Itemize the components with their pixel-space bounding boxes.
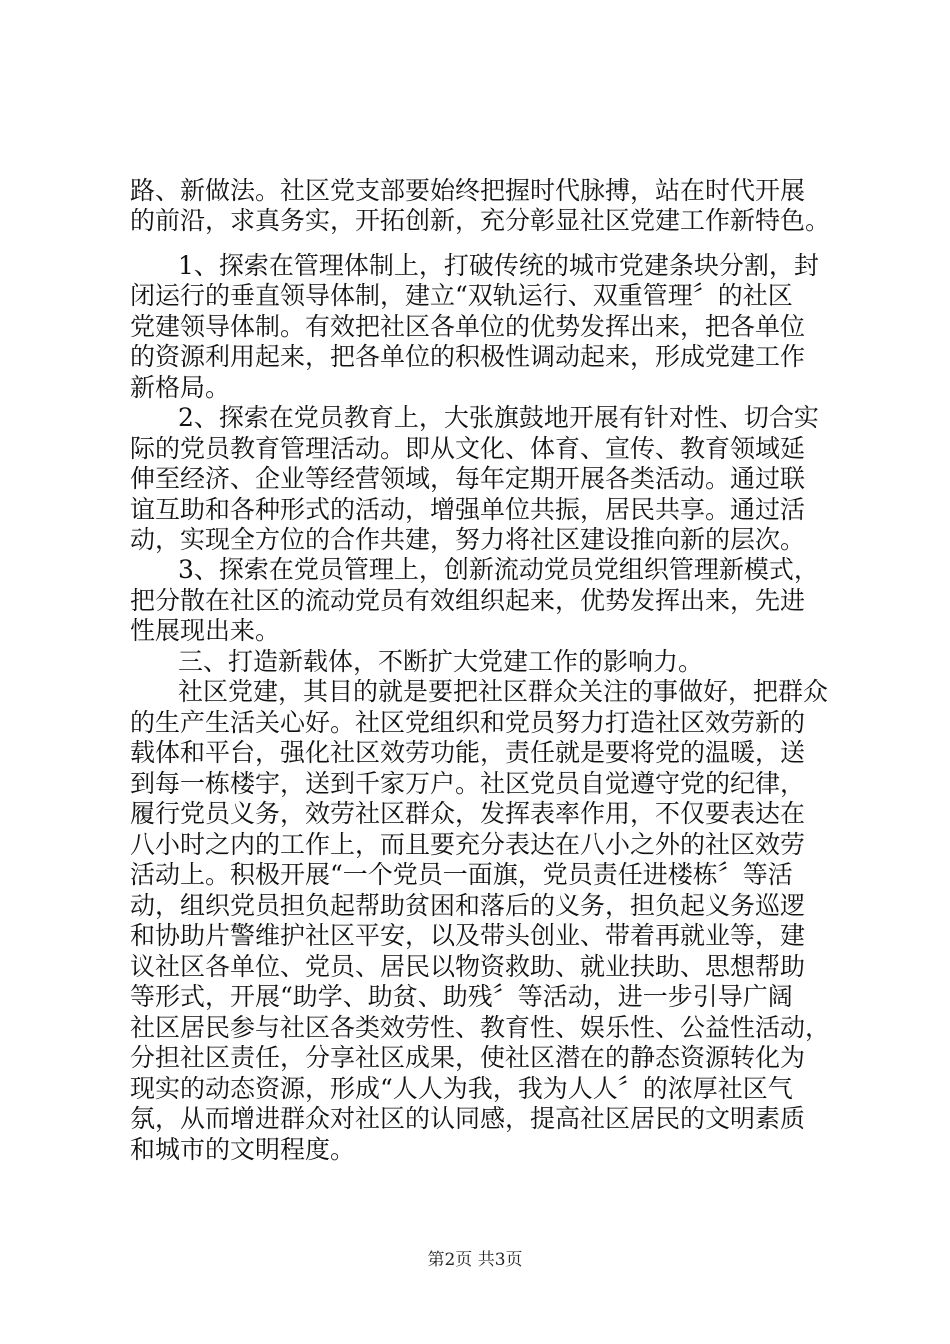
body-text-line: 活动上。积极开展“一个党员一面旗，党员责任进楼栋〞等活 [130,860,793,889]
body-text-line: 载体和平台，强化社区效劳功能，责任就是要将党的温暖，送 [130,738,806,767]
body-text-line: 八小时之内的工作上，而且要充分表达在八小之外的社区效劳 [130,830,806,859]
body-text-line: 新格局。 [130,373,231,402]
body-text-line: 履行党员义务，效劳社区群众，发挥表率作用，不仅要表达在 [130,799,806,828]
body-text-line: 等形式，开展“助学、助贫、助残〞等活动，进一步引导广阔 [130,982,793,1011]
body-text-line: 把分散在社区的流动党员有效组织起来，优势发挥出来，先进 [130,586,806,615]
body-text-line: 到每一栋楼宇，送到千家万户。社区党员自觉遵守党的纪律， [130,769,806,798]
body-text-line: 动，实现全方位的合作共建，努力将社区建设推向新的层次。 [130,525,806,554]
body-text-line: 氛，从而增进群众对社区的认同感，提高社区居民的文明素质 [130,1104,806,1133]
body-text-line: 的生产生活关心好。社区党组织和党员努力打造社区效劳新的 [130,708,806,737]
body-text-line: 议社区各单位、党员、居民以物资救助、就业扶助、思想帮助 [130,952,806,981]
body-text-line: 路、新做法。社区党支部要始终把握时代脉搏，站在时代开展 [130,176,806,205]
body-text-line: 社区居民参与社区各类效劳性、教育性、娱乐性、公益性活动， [130,1013,831,1042]
body-text-line: 社区党建，其目的就是要把社区群众关注的事做好，把群众 [178,677,829,706]
body-text-line: 1、探索在管理体制上，打破传统的城市党建条块分割，封 [178,251,819,280]
body-text-line: 际的党员教育管理活动。即从文化、体育、宣传、教育领域延 [130,434,806,463]
body-text-line: 的资源利用起来，把各单位的积极性调动起来，形成党建工作 [130,342,806,371]
body-text-line: 性展现出来。 [130,616,281,645]
body-text-line: 谊互助和各种形式的活动，增强单位共振，居民共享。通过活 [130,495,806,524]
body-text-line: 伸至经济、企业等经营领域，每年定期开展各类活动。通过联 [130,464,806,493]
body-text-line: 和协助片警维护社区平安，以及带头创业、带着再就业等，建 [130,921,806,950]
body-text-line: 分担社区责任，分享社区成果，使社区潜在的静态资源转化为 [130,1043,806,1072]
body-text-line: 的前沿，求真务实，开拓创新，充分彰显社区党建工作新特色。 [130,206,831,235]
body-text-line: 和城市的文明程度。 [130,1135,356,1164]
body-text-line: 动，组织党员担负起帮助贫困和落后的义务，担负起义务巡逻 [130,891,806,920]
page-number-footer: 第2页 共3页 [427,1250,523,1270]
body-text-line: 2、探索在党员教育上，大张旗鼓地开展有针对性、切合实 [178,403,819,432]
body-text-line: 现实的动态资源，形成“人人为我，我为人人〞的浓厚社区气 [130,1074,793,1103]
body-text-line: 闭运行的垂直领导体制，建立“双轨运行、双重管理〞的社区 [130,281,793,310]
body-text-line: 3、探索在党员管理上，创新流动党员党组织管理新模式， [178,555,819,584]
body-text-line: 党建领导体制。有效把社区各单位的优势发挥出来，把各单位 [130,312,806,341]
section-heading: 三、打造新载体，不断扩大党建工作的影响力。 [178,647,704,676]
